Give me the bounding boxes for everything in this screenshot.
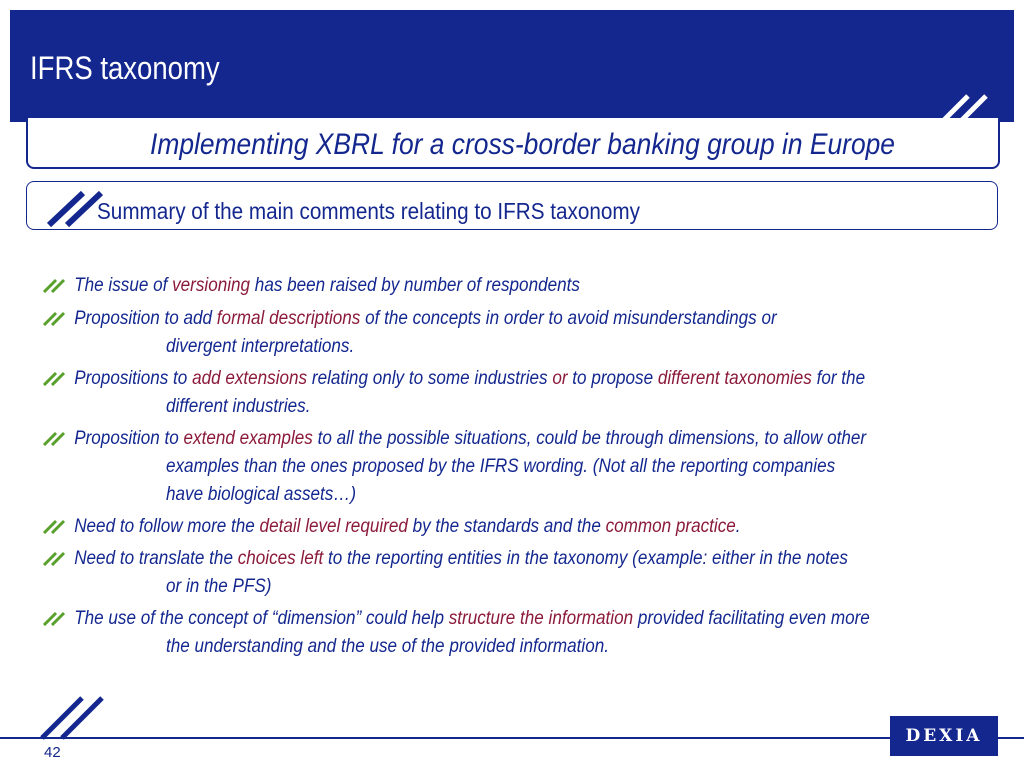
bullet-line: Proposition to add formal descriptions of the concepts in order to avoid misunderstandings or [74,308,777,329]
bullet-line: The use of the concept of “dimension” could help structure the information provided facilitating even more [74,608,870,629]
bullet-line: Need to translate the choices left to the reporting entities in the taxonomy (example: either in the notes [74,548,848,569]
bullet-line: Proposition to extend examples to all the possible situations, could be through dimensions, to allow other [74,428,867,449]
bullet-item [40,513,984,541]
section-header-box [26,181,998,230]
bullet-line: Propositions to add extensions relating only to some industries or to propose different taxonomies for the [74,368,866,389]
bullet-item [40,425,984,509]
subtitle-box [26,118,1000,169]
page-number: 42 [44,744,61,761]
bullet-item [40,545,984,601]
bullet-continuation: or in the PFS) [166,576,272,597]
bullet-continuation: examples than the ones proposed by the IFRS wording. (Not all the reporting companies [166,456,836,477]
bullet-continuation: divergent interpretations. [166,336,355,357]
bullet-continuation: have biological assets…) [166,484,357,505]
header-bar [10,10,1014,122]
bullet-item [40,365,984,421]
bullet-continuation: different industries. [166,396,311,417]
bullet-item [40,305,984,361]
double-slash-icon [38,694,112,740]
bullet-item [40,605,984,661]
section-title: Summary of the main comments relating to IFRS taxonomy [97,198,641,224]
bullet-line: Need to follow more the detail level required by the standards and the common practice. [74,516,741,537]
dexia-logo: DEXIA [890,716,998,756]
bullet-continuation: the understanding and the use of the provided information. [166,636,610,657]
page-title: IFRS taxonomy [30,50,220,86]
bullet-line: The issue of versioning has been raised by number of respondents [74,275,580,296]
subtitle: Implementing XBRL for a cross-border banking group in Europe [150,128,895,161]
bullet-item [40,272,984,300]
footer-divider [0,737,1024,739]
